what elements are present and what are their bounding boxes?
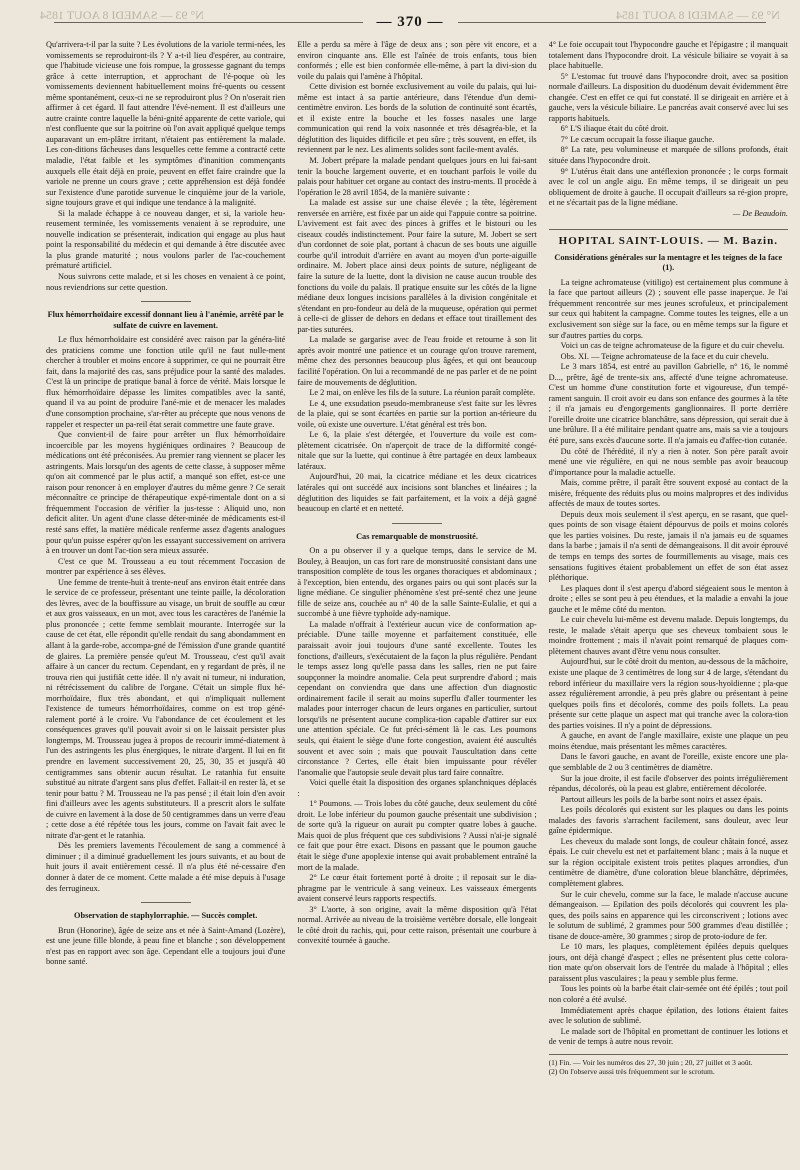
paragraph: Le flux hémorrhoïdaire est considéré avec raison par la généra-lité des praticiens comme une fonction utile qu'il ne faut nulle-ment chercher à troubler et moins encore à supprimer, ce qui ne pourrait être fait, dans la majorité des cas, sans préjudice pour la santé des malades. C'est là un principe de pratique banal à force de vérité. Mais lorsque le flux hémorrhoïdaire dépasse les limites compatibles avec la santé, quand il va au point de produire l'ané-mie et de menacer les malades d'une consomption prochaine, s'ar-rêter au précepte que nous venons de rappeler et respecter un pa-reil état serait commettre une faute grave. bbox=[46, 335, 286, 429]
paragraph: La malade est assise sur une chaise élevée ; la tête, légèrement renversée en arrière, est fixée par un aide qui l'appuie contre sa poitrine. L'avivement est fait avec des pinces à griffes et le bistouri ou les ciseaux coudés indistinctement. Pour faire la suture, M. Jobert se sert d'un cordonnet de soie plat, portant à chacun de ses bouts une aiguille courbe qu'il introduit d'arrière en avant au moyen d'un porte-aiguille ordinaire. M. Jobert place ainsi deux points de suture, négligeant de faire la suture de la luette, dont la division ne cause aucun trouble des fonctions du voile du palais. Il pratique ensuite sur les côtés de la ligne médiane deux longues incisions parallèles à la division congénitale et s'étendant en pro-fondeur au delà de la muqueuse, opération qui permet à celle-ci de glisser de dehors en dedans et efface tout tiraillement des par-ties suturées. bbox=[297, 198, 537, 334]
paragraph: 2° Le cœur était fortement porté à droite ; il reposait sur le dia-phragme par le ventricule à sang veineux. Les vaisseaux émergents avaient conservé leurs rapports respectifs. bbox=[297, 873, 537, 904]
paragraph: 8° La rate, peu volumineuse et marquée de sillons profonds, était située dans l'hypocondre droit. bbox=[548, 145, 788, 166]
paragraph: Cette division est bornée exclusivement au voile du palais, qui lui-même est intact à sa partie antérieure, dans l'étendue d'un demi-centimètre environ. Les bords de la solution de continuité sont écartés, et il existe entre la bouche et les fosses nasales une large communication qui rend la voix nasonnée et très désagréa-ble, et la déglutition des liquides difficile et peu sûre ; très souvent, en effet, ils reviennent par le nez. Les aliments solides sont facile-ment avalés. bbox=[297, 82, 537, 155]
paragraph: Le cuir chevelu lui-même est devenu malade. Depuis longtemps, du reste, le malade s'était aperçu que ses cheveux tombaient sous le moindre frottement ; mais il n'avait point remarqué de plaques com-plètement chauves avant d'être venu nous consulter. bbox=[548, 615, 788, 656]
paragraph: La malade n'offrait à l'extérieur aucun vice de conformation ap-préciable. D'une taille moyenne et parfaitement constituée, elle paraissait avoir joui toujours d'une santé excellente. Toutes les fonctions, d'ailleurs, s'exécutaient de la façon la plus régulière. Pendant le temps assez long qu'elle passa dans les salles, rien ne put faire soupçonner la moindre anomalie. Cela peut surprendre d'abord ; mais cependant on conviendra que dans une affection d'un diagnostic ordinairement facile il serait au moins superflu d'aller tourmenter les malades pour interroger chacun de leurs organes en particulier, surtout lorsqu'ils ne présentent aucune complica-tion capable d'attirer sur eux une attention spéciale. Ce fut préci-sément là le cas. Les poumons seuls, qui étaient le siège d'une forte congestion, avaient été auscultés souvent et avec soin ; mais que pouvait l'auscultation dans cette circonstance ? Certes, elle était bien impuissante pour révéler l'anomalie que l'autopsie seule devait plus tard faire connaître. bbox=[297, 619, 537, 777]
section-divider bbox=[392, 523, 442, 524]
paragraph: La malade se gargarise avec de l'eau froide et retourne à son lit après avoir montré une patience et un courage qu'on trouve rarement, même chez des personnes beaucoup plus âgées, et qui ont beaucoup facilité l'opération. On lui a recommandé de ne pas parler et de ne point faire de mouvements de déglutition. bbox=[297, 335, 537, 387]
paragraph: Partout ailleurs les poils de la barbe sont noirs et assez épais. bbox=[560, 794, 763, 804]
paragraph: Le 2 mai, on enlève les fils de la suture. La réunion paraît complète. bbox=[309, 388, 536, 398]
paragraph: Elle a perdu sa mère à l'âge de deux ans ; son père vit encore, et a environ cinquante ans. Elle est l'aînée de trois enfants, tous bien conformés ; elle est bien conformée elle-même, à part la divi-sion du voile du palais qui l'amène à l'hôpital. bbox=[297, 40, 537, 81]
section-heading: Cas remarquable de monstruosité. bbox=[356, 531, 478, 541]
paragraph: 4° Le foie occupait tout l'hypocondre gauche et l'épigastre ; il manquait totalement dans l'hypocondre droit. La vésicule biliaire se voyait à sa place habituelle. bbox=[548, 40, 788, 71]
paragraph: 3° L'aorte, à son origine, avait la même disposition qu'à l'état normal. Arrivée au niveau de la troisième vertèbre dorsale, elle longeait le côté droit du rachis, qui, pour cette raison, présentait une courbure à convexité tournée à gauche. bbox=[297, 904, 537, 946]
paragraph: Qu'arrivera-t-il par la suite ? Les évolutions de la variole termi-nées, les vomissements se reproduiront-ils ? Y a-t-il lieu d'espérer, au contraire, que l'habitude vicieuse une fois rompue, la grossesse gagnant du temps grâce à cette interruption, et approchant de l'é-poque où les vomissements deviennent habituellement moins fré-quents ou cessent même spontanément, ceux-ci ne se reproduiront plus ? On n'oserait rien affirmer à cet égard. Il faut attendre l'évé-nement. Il est d'ailleurs une autre crainte contre laquelle la béni-gnité apparente de cette variole, qui n'est confluente que sur la poitrine où l'on avait appliqué quelque temps auparavant un em-plâtre irritant, n'étaient pas entièrement la malade. Les con-ditions fâcheuses dans lesquelles cette femme a contracté cette maladie, l'état faible et les symptômes d'inanition commençants auxquels elle était déjà en proie, peuvent en effet faire craindre que la variole ne prenne un cours grave ; cette appréhension est déjà fondée sur l'existence d'une parotide survenue le cinquième jour de la variole, signe toujours grave et qui indique une tendance à la malignité. bbox=[46, 40, 286, 208]
paragraph: Les cheveux du malade sont longs, de couleur châtain foncé, assez épais. Le cuir chevelu est net et parfaitement blanc ; mais à la nuque et sur la région occipitale existent trois petites plaques arrondies, d'un centimètre de diamètre, d'une coloration bleue blanchâtre, déprimées, complètement glabres. bbox=[548, 836, 788, 888]
paragraph: Une femme de trente-huit à trente-neuf ans environ était entrée dans le service de ce professeur, présentant une teinte paille, la décoloration des lèvres, avec de la bouffissure au visage, un bruit de souffle au cœur et aux gros vaisseaux, en un mot, avec tous les caractères de l'anémie la plus prononcée ; cette femme semblait mourante. Interrogée sur la cause de cet état, elle répondit qu'elle rendait du sang abondamment en allant à la garde-robe, accompa-gné de l'émission d'une grande quantité de glaires. La première pensée qu'eut M. Trousseau, c'est qu'il avait affaire à un cancer du rectum. Cependant, en y regardant de près, il ne trouva rien qui justifiât cette idée. Il n'y avait ni tumeur, ni induration, ni rétrécissement du calibre de l'organe. C'était un simple flux hé-morrhoïdaire, flux très abondant, et qui n'impliquait nullement l'existence de tumeurs hémorrhoïdaires, comme on est trop géné-ralement porté à le croire. Vu l'abondance de cet écoulement et les conséquences graves qu'il pouvait avoir si on le laissait persister plus longtemps, M. Trousseau jugea à propos de recourir immé-diatement à l'un des astringents les plus énergiques, le nitrate d'argent. Il lui en fit prendre en lavement successivement 20, 25, 30, 35 et jusqu'à 40 centigrammes sans obtenir aucun résultat. Le ratanhia fut ensuite substitué au nitrate d'argent sans plus d'effet. Fallait-il en rester là, et se tenir pour battu ? M. Trousseau ne l'a pas pensé ; il était loin d'en avoir fini d'ailleurs avec les agents substituteurs. Il a prescrit alors le sulfate de cuivre en lavement à la dose de 50 centigrammes dans un verre d'eau ; cette dose a été répétée tous les jours, comme on l'avait fait avec le nitrate d'ar-gent et le ratanhia. bbox=[46, 577, 286, 840]
paragraph: Brun (Honorine), âgée de seize ans et née à Saint-Amand (Lozère), est une jeune fille blonde, à peau fine et blanche ; son développement n'est pas en rapport avec son âge. Cependant elle a toujours joui d'une bonne santé. bbox=[46, 925, 286, 967]
paragraph: Dès les premiers lavements l'écoulement de sang a commencé à diminuer ; il a diminué graduellement les jours suivants, et au bout de huit jours il avait entièrement cessé. Il n'a plus été né-cessaire d'en donner à dater de ce moment. Cette malade a été mise depuis à l'usage des ferrugineux. bbox=[46, 841, 286, 893]
article-columns bbox=[46, 40, 788, 1162]
paragraph: Le 3 mars 1854, est entré au pavillon Gabrielle, n° 16, le nommé D..., prêtre, âgé de trente-six ans, affecté d'une teigne achromateuse. C'est un homme d'une constitution forte et vigoureuse, d'un tempé-rament sanguin. Il croit avoir eu dans son enfance des gourmes à la tête ; il n'a jamais eu d'engorgements ganglionnaires. Il porte derrière l'oreille droite une cicatrice blanchâtre, sans dépression, qui serait due à une brûlure. Il a été militaire pendant quatre ans, mais sa vie a toujours été pure, sans excès d'aucune sorte. Il n'a jamais eu d'affec-tion cutanée. bbox=[548, 362, 788, 445]
bleed-through-text-right: N° 93 — SAMEDI 8 AOUT 1854 bbox=[616, 8, 780, 22]
observation-title: Obs. XI. — Teigne achromateuse de la face et du cuir chevelu. bbox=[560, 351, 769, 361]
paragraph: Les poils décolorés qui existent sur les plaques ou dans les points malades des favoris s'arrachent facilement, sans douleur, avec leur gaîne épidermique. bbox=[548, 805, 788, 836]
paragraph: 7° Le cæcum occupait la fosse iliaque gauche. bbox=[560, 134, 715, 144]
paragraph: 6° L'S iliaque était du côté droit. bbox=[560, 124, 669, 134]
paragraph: A gauche, en avant de l'angle maxillaire, existe une plaque un peu moins étendue, mais présentant les mêmes caractères. bbox=[548, 731, 788, 751]
paragraph: Voici quelle était la disposition des organes splanchniques déplacés : bbox=[297, 778, 537, 798]
paragraph: M. Jobert prépare la malade pendant quelques jours en lui fai-sant tenir la bouche largement ouverte, et en touchant parfois le voile du palais pour habituer cet organe au contact des instru-ments. Il procède à l'opération le 28 avril 1854, de la manière suivante : bbox=[297, 156, 537, 197]
paragraph: Du côté de l'hérédité, il n'y a rien à noter. Son père paraît avoir mené une vie régulière, en qui ne nous semble pas avoir beaucoup d'importance pour la maladie actuelle. bbox=[548, 446, 788, 477]
paragraph: Nous suivrons cette malade, et si les choses en venaient à ce point, nous reviendrions sur cette question. bbox=[46, 272, 286, 292]
paragraph: Le 10 mars, les plaques, complètement épilées depuis quelques jours, ont déjà changé d'aspect ; elles ne présentent plus cette colora-tion mate qu'on observait lors de l'entrée du malade à l'hôpital ; elles paraissent plus vasculaires ; la peau y semble plus ferme. bbox=[548, 942, 788, 983]
footnotes bbox=[549, 1054, 788, 1076]
footnote: (1) Fin. — Voir les numéros des 27, 30 juin ; 20, 27 juillet et 3 août. bbox=[548, 1057, 753, 1067]
author-signature: — De Beaudoin. bbox=[732, 208, 788, 218]
paragraph: Depuis deux mois seulement il s'est aperçu, en se rasant, que quel-ques points de son visage étaient dépourvus de poils et moins colorés que les parties voisines. Du reste, jamais il n'a jamais eu de squames dans la barbe ; jamais il n'a senti de démangeaisons. Il dit avoir éprouvé de temps en temps des sortes de fourmillements au visage, mais ces sensations fugitives étaient probablement un effet de son état assez pléthorique. bbox=[548, 509, 788, 583]
paragraph: Aujourd'hui, 20 mai, la cicatrice médiane et les deux cicatrices latérales qui ont succédé aux incisions sont blanches et linéaires ; la déglutition des liquides se fait parfaitement, et la voix a déjà gagné beaucoup en clarté et en netteté. bbox=[297, 472, 537, 514]
column-3 bbox=[549, 40, 788, 1162]
paragraph: Sur le cuir chevelu, comme sur la face, le malade n'accuse aucune démangeaison. — Epilation des poils décolorés qui couvrent les pla-ques, des poils sains en apparence qui les circonscrivent ; lotions avec le solutum de sublimé, 2 grammes pour 500 grammes d'eau distillée ; tisane de douce-amère, 30 grammes ; sirop de proto-iodure de fer. bbox=[548, 889, 788, 941]
section-heading: Observation de staphylorraphie. — Succès complet. bbox=[74, 911, 258, 921]
paragraph: Aujourd'hui, sur le côté droit du menton, au-dessous de la mâchoire, existe une plaque de 3 centimètres de long sur 4 de large, s'étendant du rebord inférieur du maxillaire vers la région sous-hyoïdienne ; pla-que assez régulièrement arrondie, à peu près glabre ou présentant à peine quelques poils fins et décolorés, comme des poils follets. La peau présente sur cette plaque un aspect mat qui tranche avec la colora-tion des parties voisines. Il n'y a point de dépressions. bbox=[548, 657, 788, 730]
column-2 bbox=[297, 40, 536, 1162]
paragraph: On a pu observer il y a quelque temps, dans le service de M. Bouley, à Beaujon, un cas fort rare de monstruosité consistant dans une transposition complète de tous les organes thoraciques et abdominaux ; à l'exception, bien entendu, des organes pairs ou qui sont placés sur la ligne médiane. Ce singulier phénomène s'est pré-senté chez une jeune fille de seize ans, couchée au n° 40 de la salle Sainte-Eulalie, et qui a succombé à une fièvre typhoïde ady-namique. bbox=[297, 546, 537, 619]
paragraph: Immédiatement après chaque épilation, des lotions étaient faites avec le solution de sublimé. bbox=[548, 1005, 788, 1026]
paragraph: La teigne achromateuse (vitiligo) est certainement plus commune à la face que partout ailleurs (2) ; souvent elle passe inaperçue. Je l'ai fréquemment rencontrée sur mes jeunes scrofuleux, et principalement sur ceux qui habitent la campagne. Comme toutes les teignes, elle a un exclusivement son siège sur la face, ou en même temps sur la figure et sur d'autres parties du corps. bbox=[548, 277, 788, 340]
paragraph: C'est ce que M. Trousseau a eu tout récemment l'occasion de montrer par expérience à ses élèves. bbox=[46, 556, 286, 577]
paragraph: Sur la joue droite, il est facile d'observer des points irrégulièrement répandus, décolorés, où la peau est glabre, entièrement décolorée. bbox=[548, 773, 788, 794]
page-header bbox=[40, 10, 780, 34]
paragraph: Voici un cas de teigne achromateuse de la figure et du cuir chevelu. bbox=[560, 341, 785, 351]
section-heading: Considérations générales sur la mentagre et les teignes de la face (1). bbox=[554, 252, 783, 273]
paragraph: Tous les points où la barbe était clair-semée ont été épilés ; tout poil non coloré a été avulsé. bbox=[548, 984, 788, 1004]
section-divider bbox=[141, 301, 191, 302]
column-1 bbox=[46, 40, 285, 1162]
bleed-through-text-left: N° 93 — SAMEDI 8 AOUT 1854 bbox=[40, 8, 204, 22]
paragraph: Le 4, une exsudation pseudo-membraneuse s'est faite sur les lèvres de la plaie, qui se sont écartées en partie sur la portion an-térieure du voile, où existe une ouverture. L'état général est très bon. bbox=[297, 398, 537, 429]
paragraph: Que convient-il de faire pour arrêter un flux hémorrhoïdaire incoercible par les moyens hygiéniques ordinaires ? Beaucoup de médications ont été préconisées. Au premier rang viennent se placer les astringents. Mais lorsqu'un des agents de cette classe, à supposer même qu'on ait commencé par le plus actif, a manqué son effet, est-ce une raison pour renoncer à en employer d'autres du même genre ? Ce serait méconnaître ce principe de thérapeutique expé-rimentale dont on a si fréquemment l'occasion de vérifier la jus-tesse : Aliquid uno, non deficit aliter. Un agent d'une classe déter-minée de médicaments est-il resté sans effet, la matière médicale renferme assez d'agents analogues pour qu'un puisse espérer qu'on les essayant successivement on arrivera à en trouver un dont l'ac-tion sera mieux assurée. bbox=[46, 430, 286, 556]
paragraph: 1° Poumons. — Trois lobes du côté gauche, deux seulement du côté droit. Le lobe inférieur du poumon gauche présentait une subdivision ; de sorte qu'à la rigueur on aurait pu compter quatre lobes à gauche. Mais quoi de plus fréquent que ces subdivisions ? Aussi n'ai-je signalé ce fait que pour être exact. Disons en passant que le poumon gauche était le siège d'une apoplexie intense qui avait probablement entraîné la mort de la malade. bbox=[297, 799, 537, 872]
paragraph: 9° L'utérus était dans une antéflexion prononcée ; le corps formait avec le col un angle aigu. En même temps, il se dirigeait un peu obliquement de droite à gauche. Il occupait d'ailleurs sa ré-gion propre, et ne s'écartait pas de la ligne médiane. bbox=[548, 166, 788, 208]
footnote: (2) On l'observe aussi très fréquemment sur le scrotum. bbox=[548, 1066, 715, 1076]
paragraph: Le 6, la plaie s'est détergée, et l'ouverture du voile est com-plètement cicatrisée. On n'aperçoit de trace de la difformité congé-nitale que sur la luette, qui continue à être partagée en deux lambeaux latéraux. bbox=[297, 430, 537, 471]
hospital-heading: HOPITAL SAINT-LOUIS. — M. Bazin. bbox=[549, 229, 788, 247]
section-heading: Flux hémorrhoïdaire excessif donnant lieu à l'anémie, arrêté par le sulfate de cuivre en lavement. bbox=[47, 310, 284, 330]
section-divider bbox=[141, 902, 191, 903]
paragraph: Dans le favori gauche, en avant de l'oreille, existe encore une pla-que semblable de 2 ou 3 centimètres de diamètre. bbox=[548, 752, 788, 772]
paragraph: Le malade sort de l'hôpital en promettant de continuer les lotions et de venir de temps à autre nous revoir. bbox=[548, 1026, 788, 1047]
paragraph: Mais, comme prêtre, il paraît être souvent exposé au contact de la misère, fréquente des réduits plus ou moins malpropres et des individus affectés de maux de toutes sortes. bbox=[548, 478, 788, 509]
paragraph: 5° L'estomac fut trouvé dans l'hypocondre droit, avec sa position normale d'ailleurs. La disposition du duodénum devait évidemment être changée. C'est en effet ce qui fut constaté. Il se dirigeait en arrière et à gauche, vers la vésicule biliaire. Le pancréas avait conservé avec lui ses rapports habituels. bbox=[548, 71, 788, 123]
paragraph: Les plaques dont il s'est aperçu d'abord siégeaient sous le menton à droite ; elles se sont peu à peu étendues, et la maladie a envahi la joue gauche et le même côté du menton. bbox=[548, 583, 788, 614]
page-number: — 370 — bbox=[376, 13, 444, 30]
paragraph: Si la malade échappe à ce nouveau danger, et si, la variole heu-reusement terminée, les vomissements venaient à se reproduire, une nouvelle indication se présenterait, indication qui engage au plus haut point la responsabilité du médecin et qui demande à être discutée avec la plus grande maturité ; nous voulons parler de l'ac-couchement prématuré artificiel. bbox=[46, 208, 286, 271]
